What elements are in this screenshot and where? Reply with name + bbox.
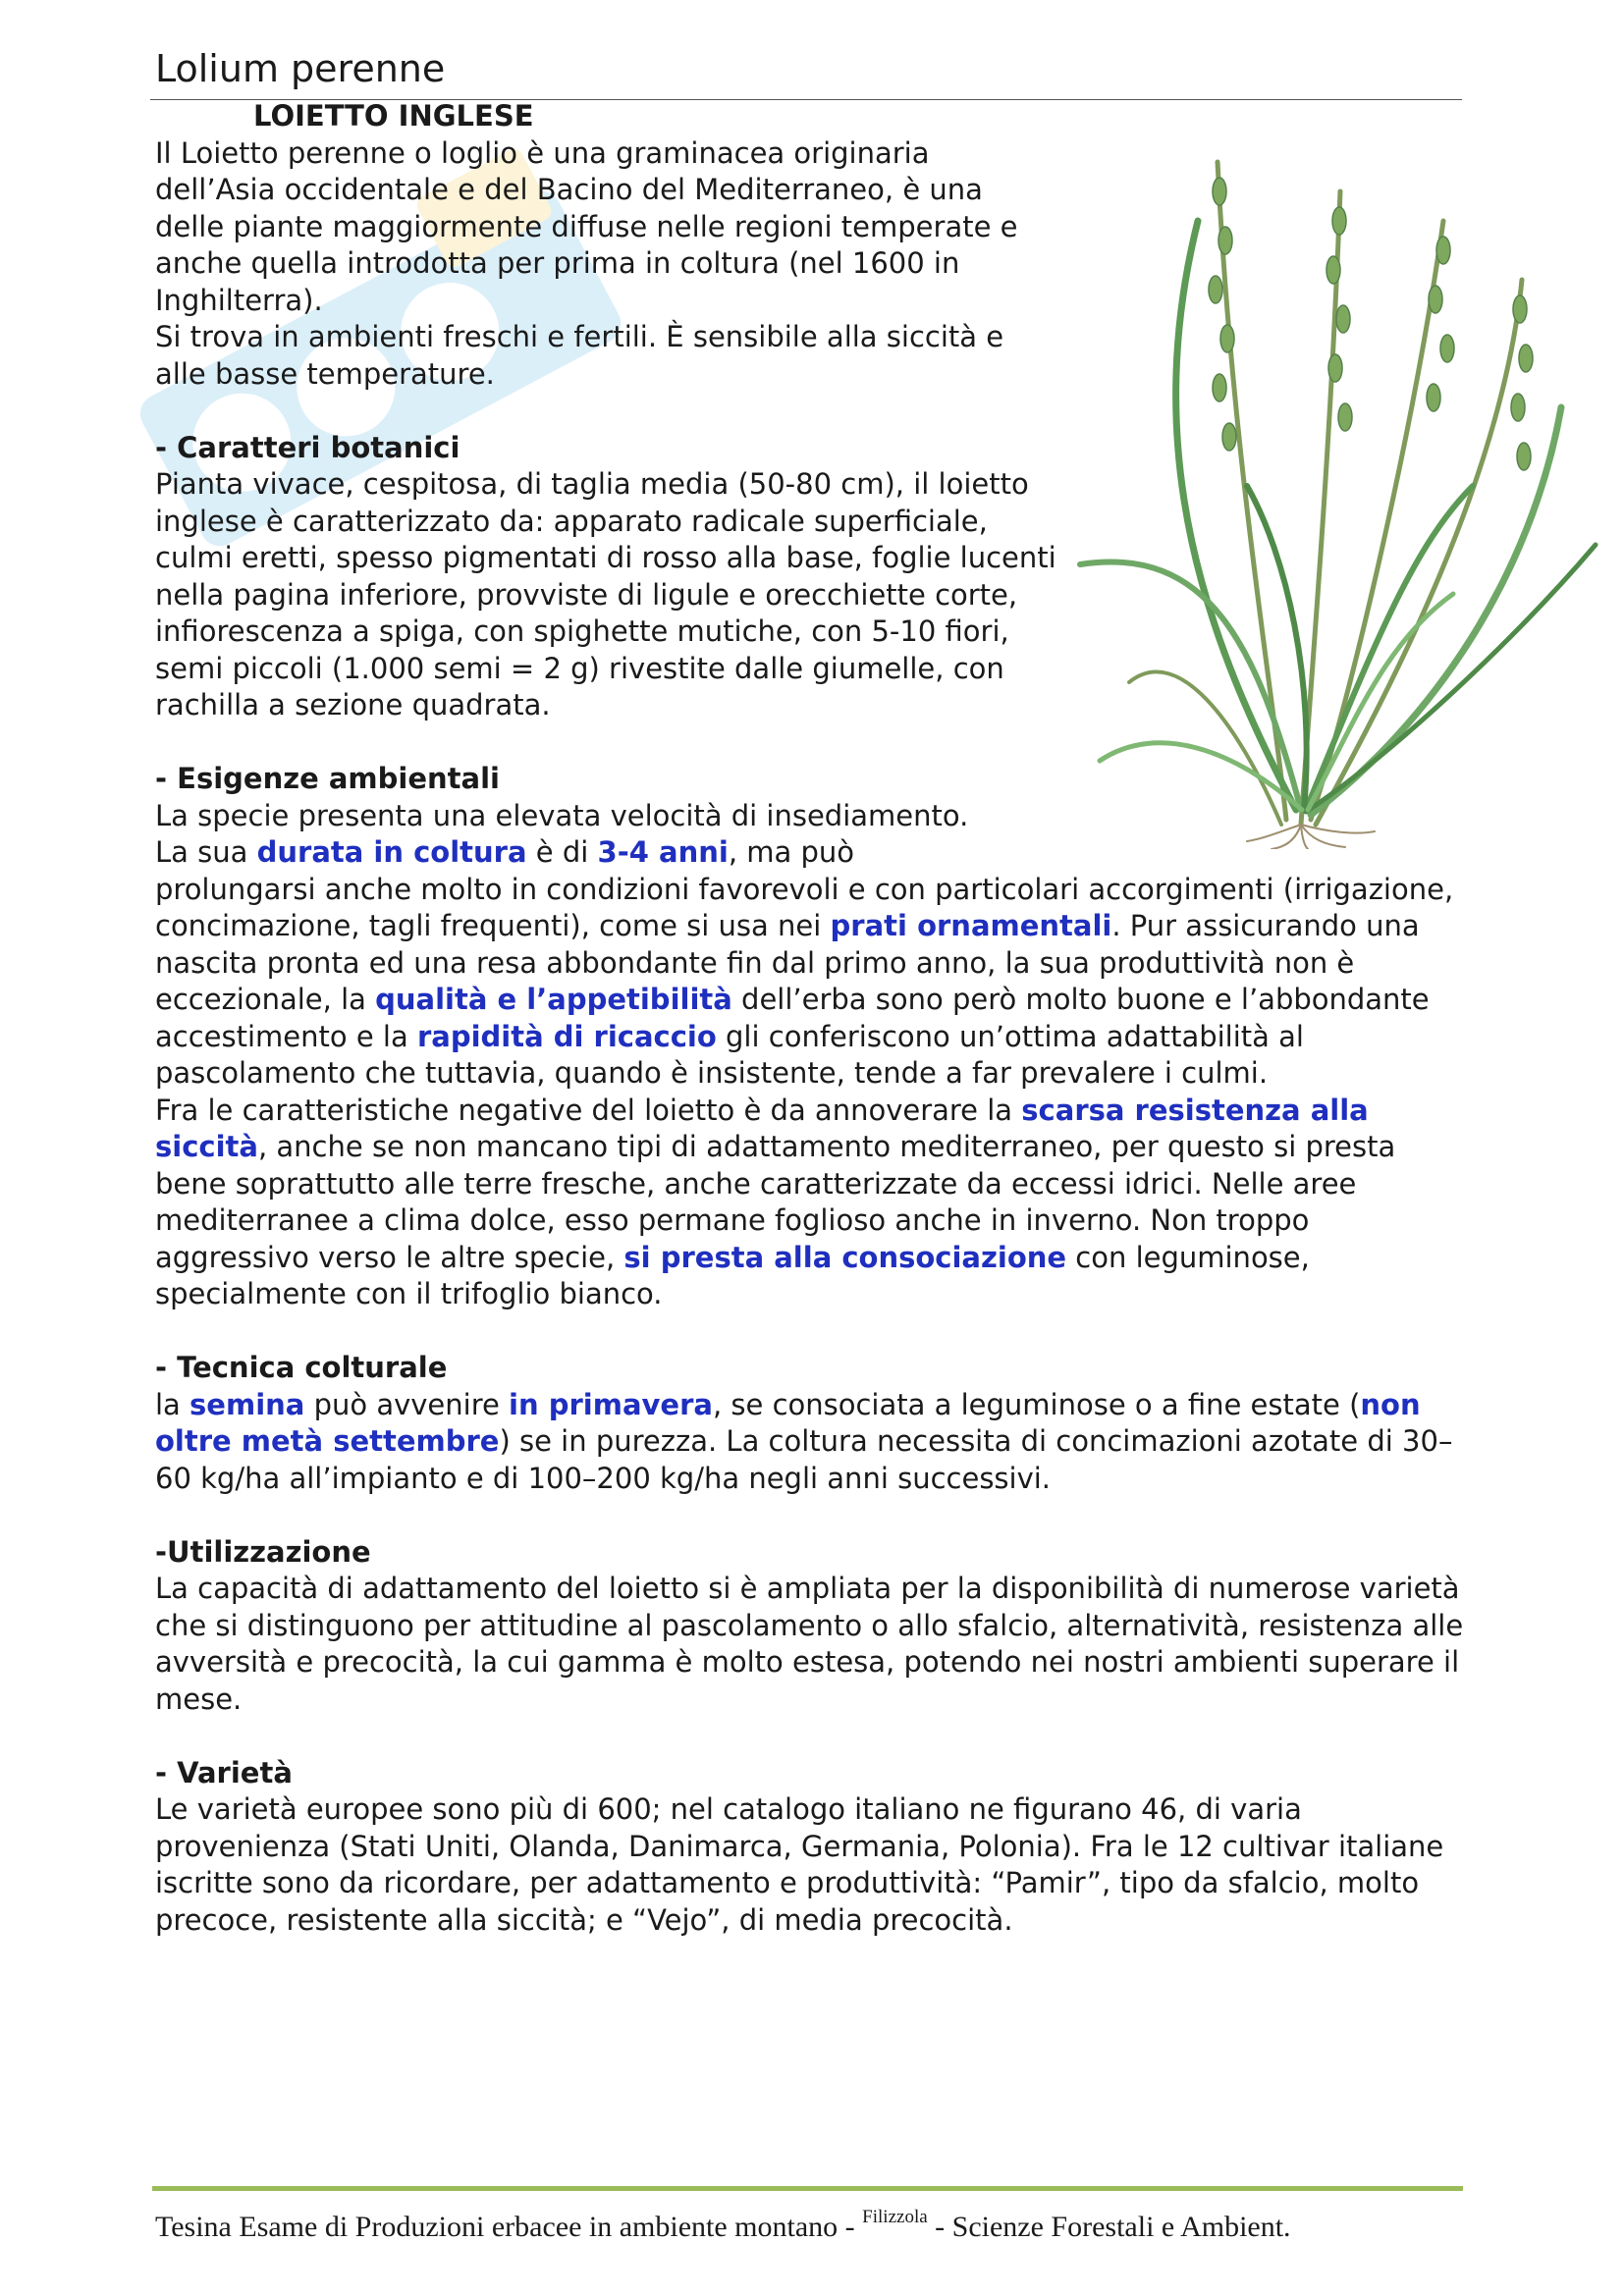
- footer-divider: [152, 2186, 1463, 2191]
- section-heading-caratteri-botanici: - Caratteri botanici: [155, 430, 460, 464]
- utilizzazione-paragraph: La capacità di adattamento del loietto si è ampliata per la disponibilità di numerose varietà che si distinguono per attitudine al pascolamento o allo sfalcio, alternatività, resistenza alle avversità e precocità, la cui gamma è molto estesa, potendo nei nostri ambienti superare il mese.: [155, 1572, 1464, 1716]
- section-heading-varieta: - Varietà: [155, 1755, 293, 1789]
- highlight: scarsa resistenza alla siccità: [155, 1093, 1369, 1163]
- highlight: semina: [189, 1387, 305, 1421]
- highlight: durata in coltura: [256, 835, 527, 869]
- section-heading-esigenze-ambientali: - Esigenze ambientali: [155, 762, 500, 795]
- varieta-paragraph: Le varietà europee sono più di 600; nel catalogo italiano ne figurano 46, di varia provenienza (Stati Uniti, Olanda, Danimarca, Germania, Polonia). Fra le 12 cultivar italiane iscritte sono da ricordare, per adattamento e produttività: “Pamir”, tipo da sfalcio, molto precoce, resistente alla siccità; e “Vejo”, di media precocità.: [155, 1792, 1444, 1937]
- section-heading-utilizzazione: -Utilizzazione: [155, 1534, 371, 1569]
- highlight: prati ornamentali: [830, 909, 1112, 942]
- highlight: 3-4 anni: [597, 835, 729, 869]
- page-footer: Tesina Esame di Produzioni erbacee in ambiente montano - $^{Filizzola}$ - Scienze Forestali e Ambient.: [155, 2207, 1291, 2243]
- esigenze-paragraph-1: La sua durata in coltura è di 3-4 anni, ma può: [155, 835, 855, 869]
- highlight: non oltre metà settembre: [155, 1387, 1421, 1458]
- tecnica-paragraph: la semina può avvenire in primavera, se consociata a leguminose o a fine estate (non oltre metà settembre) se in purezza. La coltura necessita di concimazioni azotate di 30–60 kg/ha all’impianto e di 100–200 kg/ha negli anni successivi.: [155, 1387, 1453, 1495]
- esigenze-paragraph-2: prolungarsi anche molto in condizioni favorevoli e con particolari accorgimenti (irrigazione, concimazione, tagli frequenti), come si usa nei prati ornamentali. Pur assicurando una nascita pronta ed una resa abbondante fin dal primo anno, la sua produttività non è eccezionale, la qualità e l’appetibilità dell’erba sono però molto buone e l’abbondante accestimento e la rapidità di ricaccio gli conferiscono un’ottima adattabilità al pascolamento che tuttavia, quando è insistente, tende a far prevalere i culmi.: [155, 872, 1454, 1090]
- esigenze-paragraph-3: Fra le caratteristiche negative del loietto è da annoverare la scarsa resistenza alla siccità, anche se non mancano tipi di adattamento mediterraneo, per questo si presta bene soprattutto alle terre fresche, anche caratterizzate da eccessi idrici. Nelle aree mediterranee a clima dolce, esso permane foglioso anche in inverno. Non troppo aggressivo verso le altre specie, si presta alla consociazione con leguminose, specialmente con il trifoglio bianco.: [155, 1093, 1396, 1310]
- page-title: Lolium perenne: [155, 47, 446, 90]
- intro-paragraph: Il Loietto perenne o loglio è una graminacea originaria dell’Asia occidentale e del Bacino del Mediterraneo, è una delle piante maggiormente diffuse nelle regioni temperate e anche quella introdotta per prima in coltura (nel 1600 in Inghilterra).: [155, 135, 1018, 317]
- section-heading-tecnica-colturale: - Tecnica colturale: [155, 1351, 448, 1384]
- highlight: rapidità di ricaccio: [416, 1019, 717, 1053]
- highlight: in primavera: [509, 1387, 713, 1421]
- highlight: qualità e l’appetibilità: [375, 983, 732, 1016]
- highlight: si presta alla consociazione: [623, 1240, 1067, 1274]
- intro-paragraph: Si trova in ambienti freschi e fertili. È sensibile alla siccità e alle basse temperature.: [155, 320, 1004, 391]
- document-body: [155, 98, 1471, 1939]
- document-subtitle: LOIETTO INGLESE: [253, 99, 534, 133]
- esigenze-line: La specie presenta una elevata velocità di insediamento.: [155, 798, 969, 832]
- botanici-paragraph: Pianta vivace, cespitosa, di taglia media (50-80 cm), il loietto inglese è caratterizzato da: apparato radicale superficiale, culmi eretti, spesso pigmentati di rosso alla base, foglie lucenti nella pagina inferiore, provviste di ligule e orecchiette corte, infiorescenza a spiga, con spighette mutiche, con 5-10 fiori, semi piccoli (1.000 semi = 2 g) rivestite dalle giumelle, con rachilla a sezione quadrata.: [155, 467, 1056, 721]
- footer-author: Filizzola: [862, 2207, 928, 2227]
